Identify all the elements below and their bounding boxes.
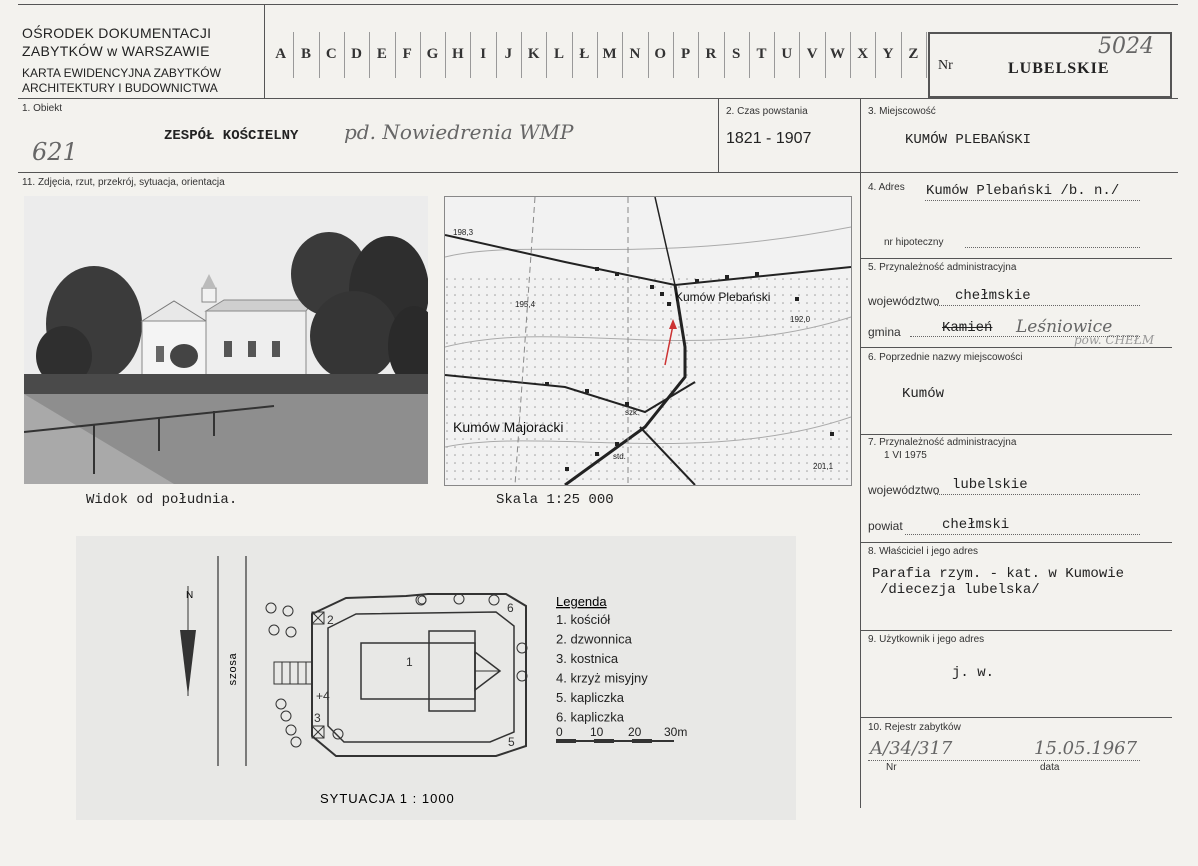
letter-G: G [426, 46, 439, 62]
letter-separator [673, 32, 674, 78]
rejestr-label: 10. Rejestr zabytków [868, 722, 961, 733]
obiekt-label: 1. Obiekt [22, 103, 63, 114]
card-line2: ARCHITEKTURY I BUDOWNICTWA [22, 81, 218, 95]
admin1975-woj-value: lubelskie [952, 477, 1028, 493]
letter-P: P [680, 46, 691, 62]
obiekt-value: ZESPÓŁ KOŚCIELNY [164, 128, 299, 144]
plan-number: +4 [316, 689, 330, 703]
scale-label: 30m [664, 725, 688, 739]
letter-separator [698, 32, 699, 78]
voivodeship: LUBELSKIE [1008, 60, 1110, 77]
letter-F: F [402, 46, 412, 62]
plan-number: 5 [508, 735, 515, 749]
map-label: 195,4 [515, 300, 536, 309]
letter-Ł: Ł [579, 46, 590, 62]
rejestr-date-value: 15.05.1967 [1034, 738, 1138, 759]
letter-J: J [504, 46, 513, 62]
legend-item: 6. kapliczka [556, 709, 624, 725]
map-town2-label: Kumów Majoracki [453, 419, 564, 435]
letter-Z: Z [908, 46, 919, 62]
letter-separator [799, 32, 800, 78]
map-town1-label: Kumów Plebański [675, 290, 771, 304]
admin-gmina-handwritten: Leśniowice [1016, 317, 1113, 337]
map-label: 201,1 [813, 462, 834, 471]
letter-separator [850, 32, 851, 78]
letter-H: H [451, 46, 464, 62]
letter-E: E [376, 46, 387, 62]
scale-label: 0 [556, 725, 563, 739]
admin-gmina-label: gmina [868, 325, 901, 339]
letter-separator [724, 32, 725, 78]
letter-separator [319, 32, 320, 78]
admin-label: 5. Przynależność administracyjna [868, 262, 1017, 273]
nr-label: Nr [938, 58, 953, 73]
letter-separator [875, 32, 876, 78]
letter-N: N [629, 46, 641, 62]
letter-separator [546, 32, 547, 78]
letter-separator [825, 32, 826, 78]
letter-V: V [806, 46, 818, 62]
admin-woj-label: województwo [868, 294, 940, 308]
admin-gmina-value: Kamień [942, 320, 993, 336]
letter-R: R [705, 46, 717, 62]
letter-separator [597, 32, 598, 78]
letter-separator [395, 32, 396, 78]
map-label: std. [613, 452, 626, 461]
poprzednie-label: 6. Poprzednie nazwy miejscowości [868, 352, 1023, 363]
wlasciciel-line2: /diecezja lubelska/ [880, 582, 1040, 598]
admin1975-date: 1 VI 1975 [884, 450, 927, 461]
letter-I: I [480, 46, 487, 62]
letter-separator [749, 32, 750, 78]
letter-separator [648, 32, 649, 78]
org-line2: ZABYTKÓW w WARSZAWIE [22, 43, 210, 59]
legend-item: 4. krzyż misyjny [556, 670, 648, 686]
admin1975-pow-value: chełmski [942, 517, 1010, 533]
rejestr-nr-value: A/34/317 [870, 738, 953, 759]
plan-number: 3 [314, 711, 321, 725]
map-caption: Skala 1:25 000 [496, 492, 614, 508]
poprzednie-value: Kumów [902, 386, 945, 402]
card-type [22, 66, 221, 96]
letter-M: M [602, 46, 617, 62]
admin1975-label: 7. Przynależność administracyjna [868, 437, 1017, 448]
photo-caption: Widok od południa. [86, 492, 238, 508]
plan-number: 6 [507, 601, 514, 615]
church-photo [24, 196, 428, 484]
rejestr-nr-label: Nr [886, 762, 897, 773]
map-label: 198,3 [453, 228, 474, 237]
legend-item: 2. dzwonnica [556, 631, 632, 647]
letter-separator [344, 32, 345, 78]
svg-text:SYTUACJA 1 : 1000: SYTUACJA 1 : 1000 [320, 791, 455, 806]
admin1975-pow-label: powiat [868, 519, 903, 533]
hipoteczny-label: nr hipoteczny [884, 237, 944, 248]
uzytkownik-label: 9. Użytkownik i jego adres [868, 634, 985, 645]
letter-L: L [554, 46, 565, 62]
letter-X: X [857, 46, 869, 62]
obiekt-number: 621 [32, 138, 78, 166]
letter-separator [774, 32, 775, 78]
org-line1: OŚRODEK DOKUMENTACJI [22, 25, 212, 41]
letter-U: U [781, 46, 793, 62]
site-plan [76, 536, 796, 820]
admin1975-woj-label: województwo [868, 483, 940, 497]
letter-separator [521, 32, 522, 78]
uzytkownik-value: j. w. [952, 665, 995, 681]
letter-T: T [756, 46, 767, 62]
wlasciciel-label: 8. Właściciel i jego adres [868, 546, 979, 557]
legend-item: 5. kapliczka [556, 690, 624, 705]
letter-S: S [732, 46, 741, 62]
letter-A: A [275, 46, 287, 62]
letter-separator [293, 32, 294, 78]
legend-item: 3. kostnica [556, 651, 619, 666]
letter-separator [445, 32, 446, 78]
obiekt-handwritten: pd. Nowiedrenia WMP [344, 120, 574, 144]
letter-W: W [829, 46, 845, 62]
svg-text:szosa: szosa [228, 652, 240, 686]
letter-separator [926, 32, 927, 78]
photos-label: 11. Zdjęcia, rzut, przekrój, sytuacja, orientacja [22, 177, 225, 188]
adres-value: Kumów Plebański /b. n./ [926, 183, 1120, 199]
letter-B: B [300, 46, 311, 62]
location-map [444, 196, 852, 486]
legend-item: 1. kościół [556, 612, 611, 627]
letter-separator [901, 32, 902, 78]
adres-label: 4. Adres [868, 182, 905, 193]
miejscowosc-label: 3. Miejscowość [868, 106, 936, 117]
letter-separator [470, 32, 471, 78]
czas-value: 1821 - 1907 [726, 130, 812, 147]
letter-separator [572, 32, 573, 78]
letter-Y: Y [882, 46, 894, 62]
letter-separator [622, 32, 623, 78]
letter-separator [496, 32, 497, 78]
letter-K: K [527, 46, 540, 62]
svg-text:N: N [186, 590, 194, 601]
map-label: 192,0 [790, 315, 811, 324]
letter-separator [420, 32, 421, 78]
letter-separator [369, 32, 370, 78]
handwritten-number: 5024 [1098, 34, 1154, 59]
rejestr-data-label: data [1040, 762, 1060, 773]
scale-label: 20 [628, 725, 642, 739]
map-label: szk. [625, 408, 640, 417]
admin-woj-value: chełmskie [955, 288, 1031, 304]
letter-D: D [351, 46, 362, 62]
letter-O: O [654, 46, 667, 62]
org-name [22, 24, 211, 60]
wlasciciel-line1: Parafia rzym. - kat. w Kumowie [872, 566, 1125, 582]
admin-pow-handwritten: pow. CHEŁM [1074, 333, 1155, 347]
letter-C: C [325, 46, 337, 62]
miejscowosc-value: KUMÓW PLEBAŃSKI [905, 132, 1032, 148]
scale-label: 10 [590, 725, 604, 739]
czas-label: 2. Czas powstania [726, 106, 808, 117]
svg-text:Legenda: Legenda [556, 594, 607, 609]
card-line1: KARTA EWIDENCYJNA ZABYTKÓW [22, 66, 221, 80]
plan-number: 1 [406, 655, 413, 669]
plan-number: 2 [327, 613, 334, 627]
